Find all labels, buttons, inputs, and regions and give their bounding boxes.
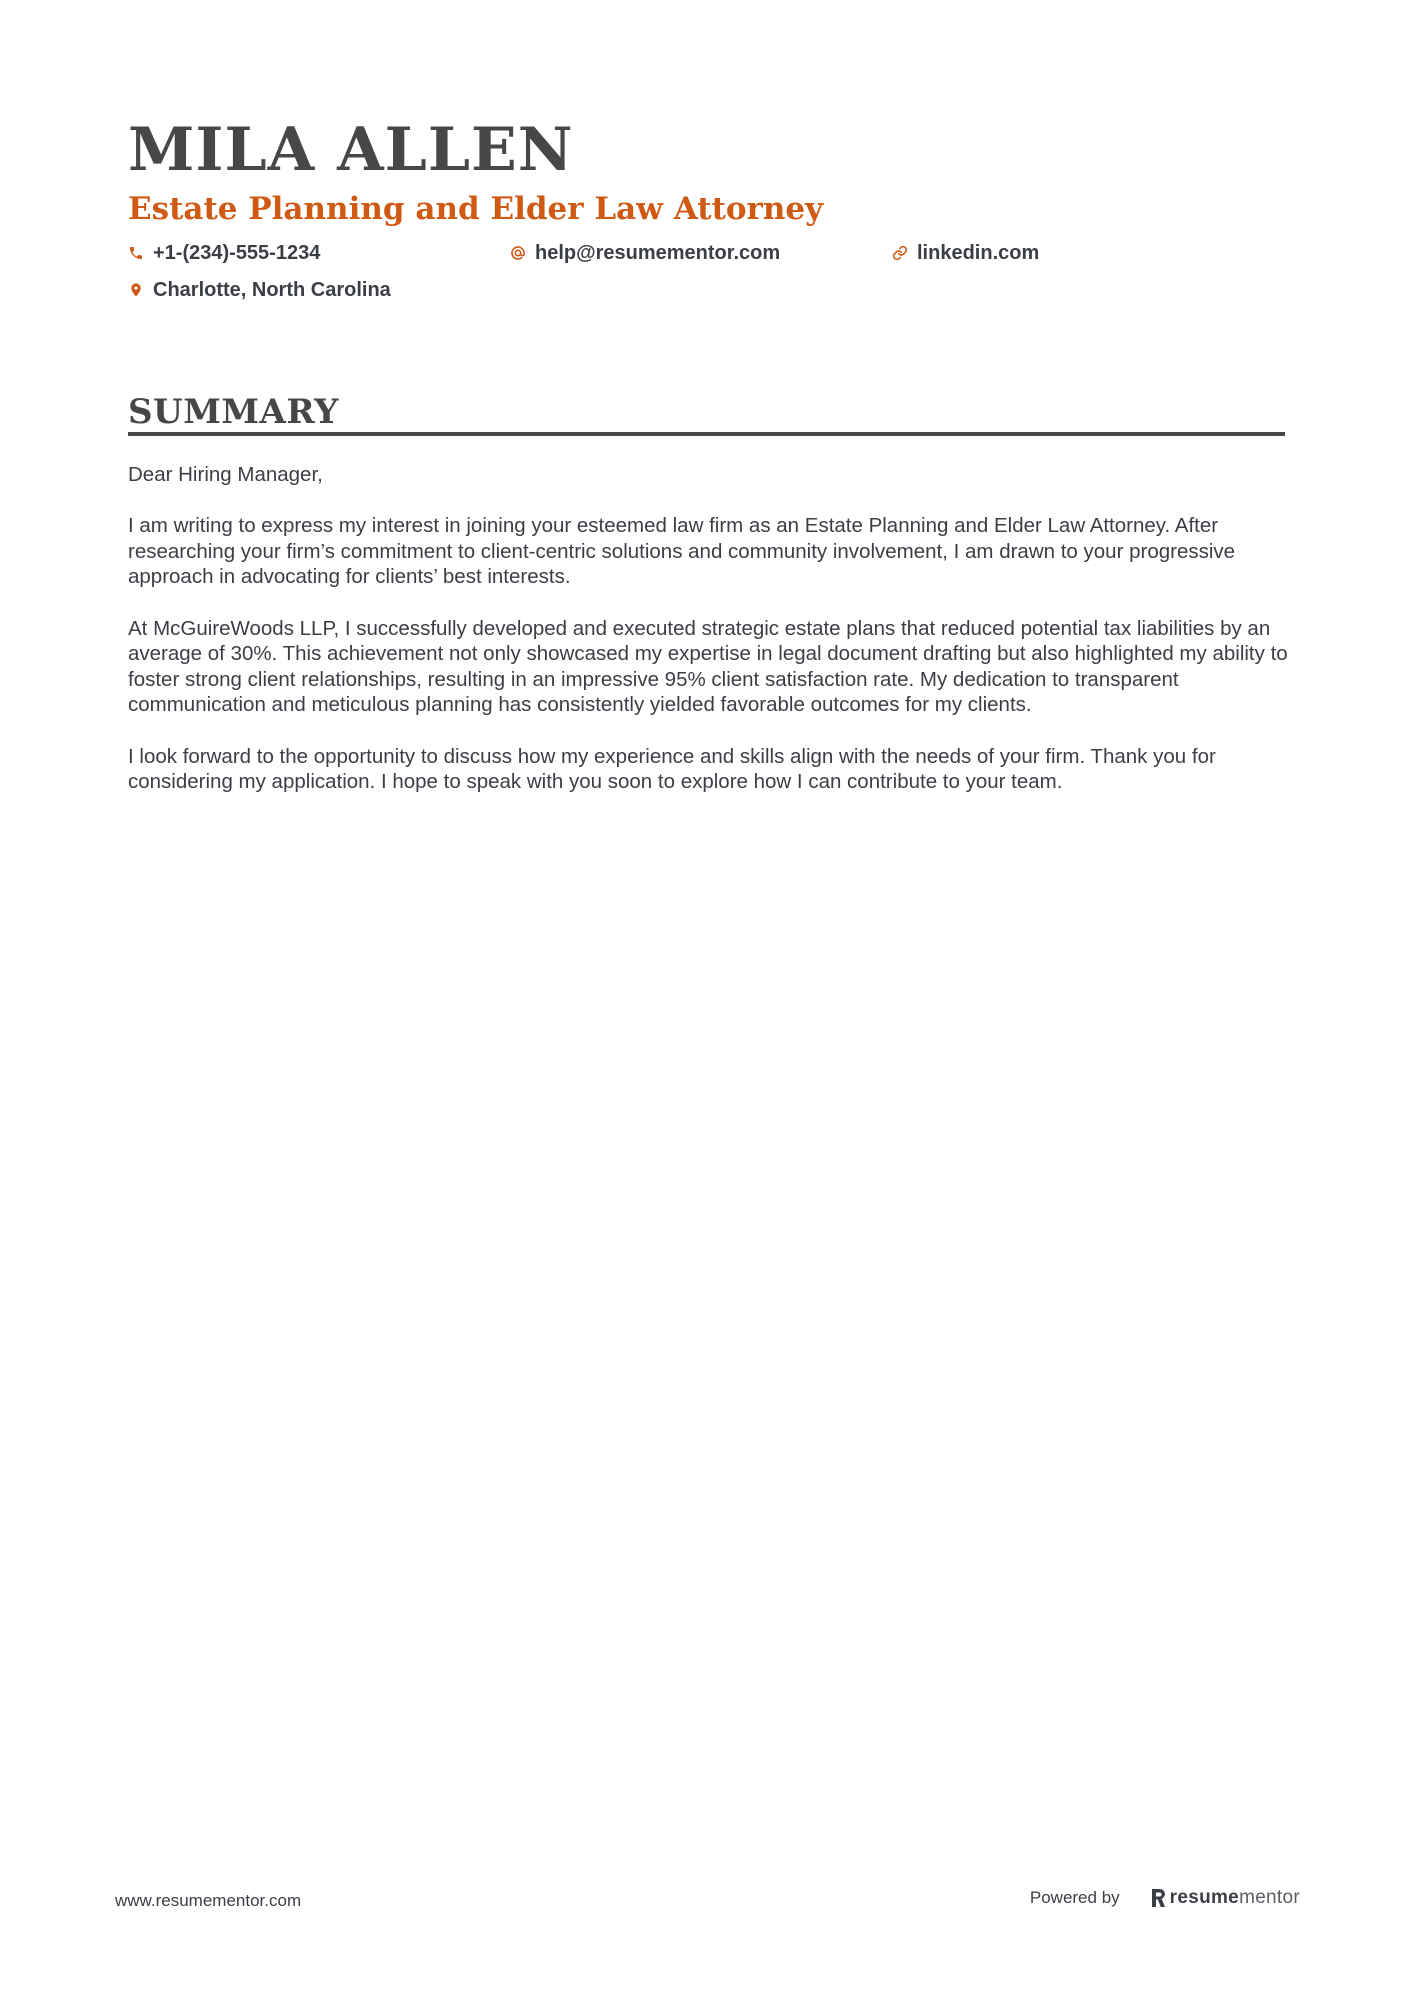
resumementor-logo-icon xyxy=(1150,1888,1166,1908)
summary-body xyxy=(128,462,1288,820)
phone-icon xyxy=(128,245,144,261)
brand-logo[interactable] xyxy=(1150,1887,1300,1909)
contact-link[interactable] xyxy=(892,240,1039,266)
at-sign-icon xyxy=(510,245,526,261)
salutation: Dear Hiring Manager, xyxy=(128,463,323,486)
map-pin-icon xyxy=(128,282,144,298)
contact-phone xyxy=(128,240,320,266)
summary-divider xyxy=(128,432,1285,436)
candidate-role: Estate Planning and Elder Law Attorney xyxy=(128,191,824,227)
summary-heading: SUMMARY xyxy=(128,392,339,432)
link-icon xyxy=(892,245,908,261)
phone-text: +1-(234)-555-1234 xyxy=(153,242,321,264)
candidate-name: MILA ALLEN xyxy=(128,115,574,185)
footer-website[interactable]: www.resumementor.com xyxy=(115,1891,302,1910)
location-text: Charlotte, North Carolina xyxy=(153,279,391,301)
body-paragraph: I look forward to the opportunity to discuss how my experience and skills align with the needs of your firm. Thank you for considering my application. I hope to speak with you soon to explore how I can contribute to your team. xyxy=(128,744,1216,794)
brand-name-light: mentor xyxy=(1239,1887,1300,1908)
email-text[interactable]: help@resumementor.com xyxy=(535,242,781,264)
brand-name-bold: resume xyxy=(1169,1887,1240,1908)
powered-by-label: Powered by xyxy=(1029,1888,1120,1907)
body-paragraph: At McGuireWoods LLP, I successfully developed and executed strategic estate plans that reduced potential tax liabilities by an average of 30%. This achievement not only showcased my expertise in legal document drafting but also highlighted my ability to foster strong client relationships, resulting in an impressive 95% client satisfaction rate. My dedication to transparent communication and meticulous planning has consistently yielded favorable outcomes for my clients. xyxy=(128,616,1288,717)
contact-location xyxy=(128,277,391,303)
contact-email[interactable] xyxy=(510,240,780,266)
footer-branding xyxy=(1030,1887,1300,1909)
body-paragraph: I am writing to express my interest in joining your esteemed law firm as an Estate Planning and Elder Law Attorney. After researching your firm’s commitment to client-centric solutions and community involvement, I am drawn to your progressive approach in advocating for clients’ best interests. xyxy=(128,514,1236,589)
link-text[interactable]: linkedin.com xyxy=(917,242,1040,264)
